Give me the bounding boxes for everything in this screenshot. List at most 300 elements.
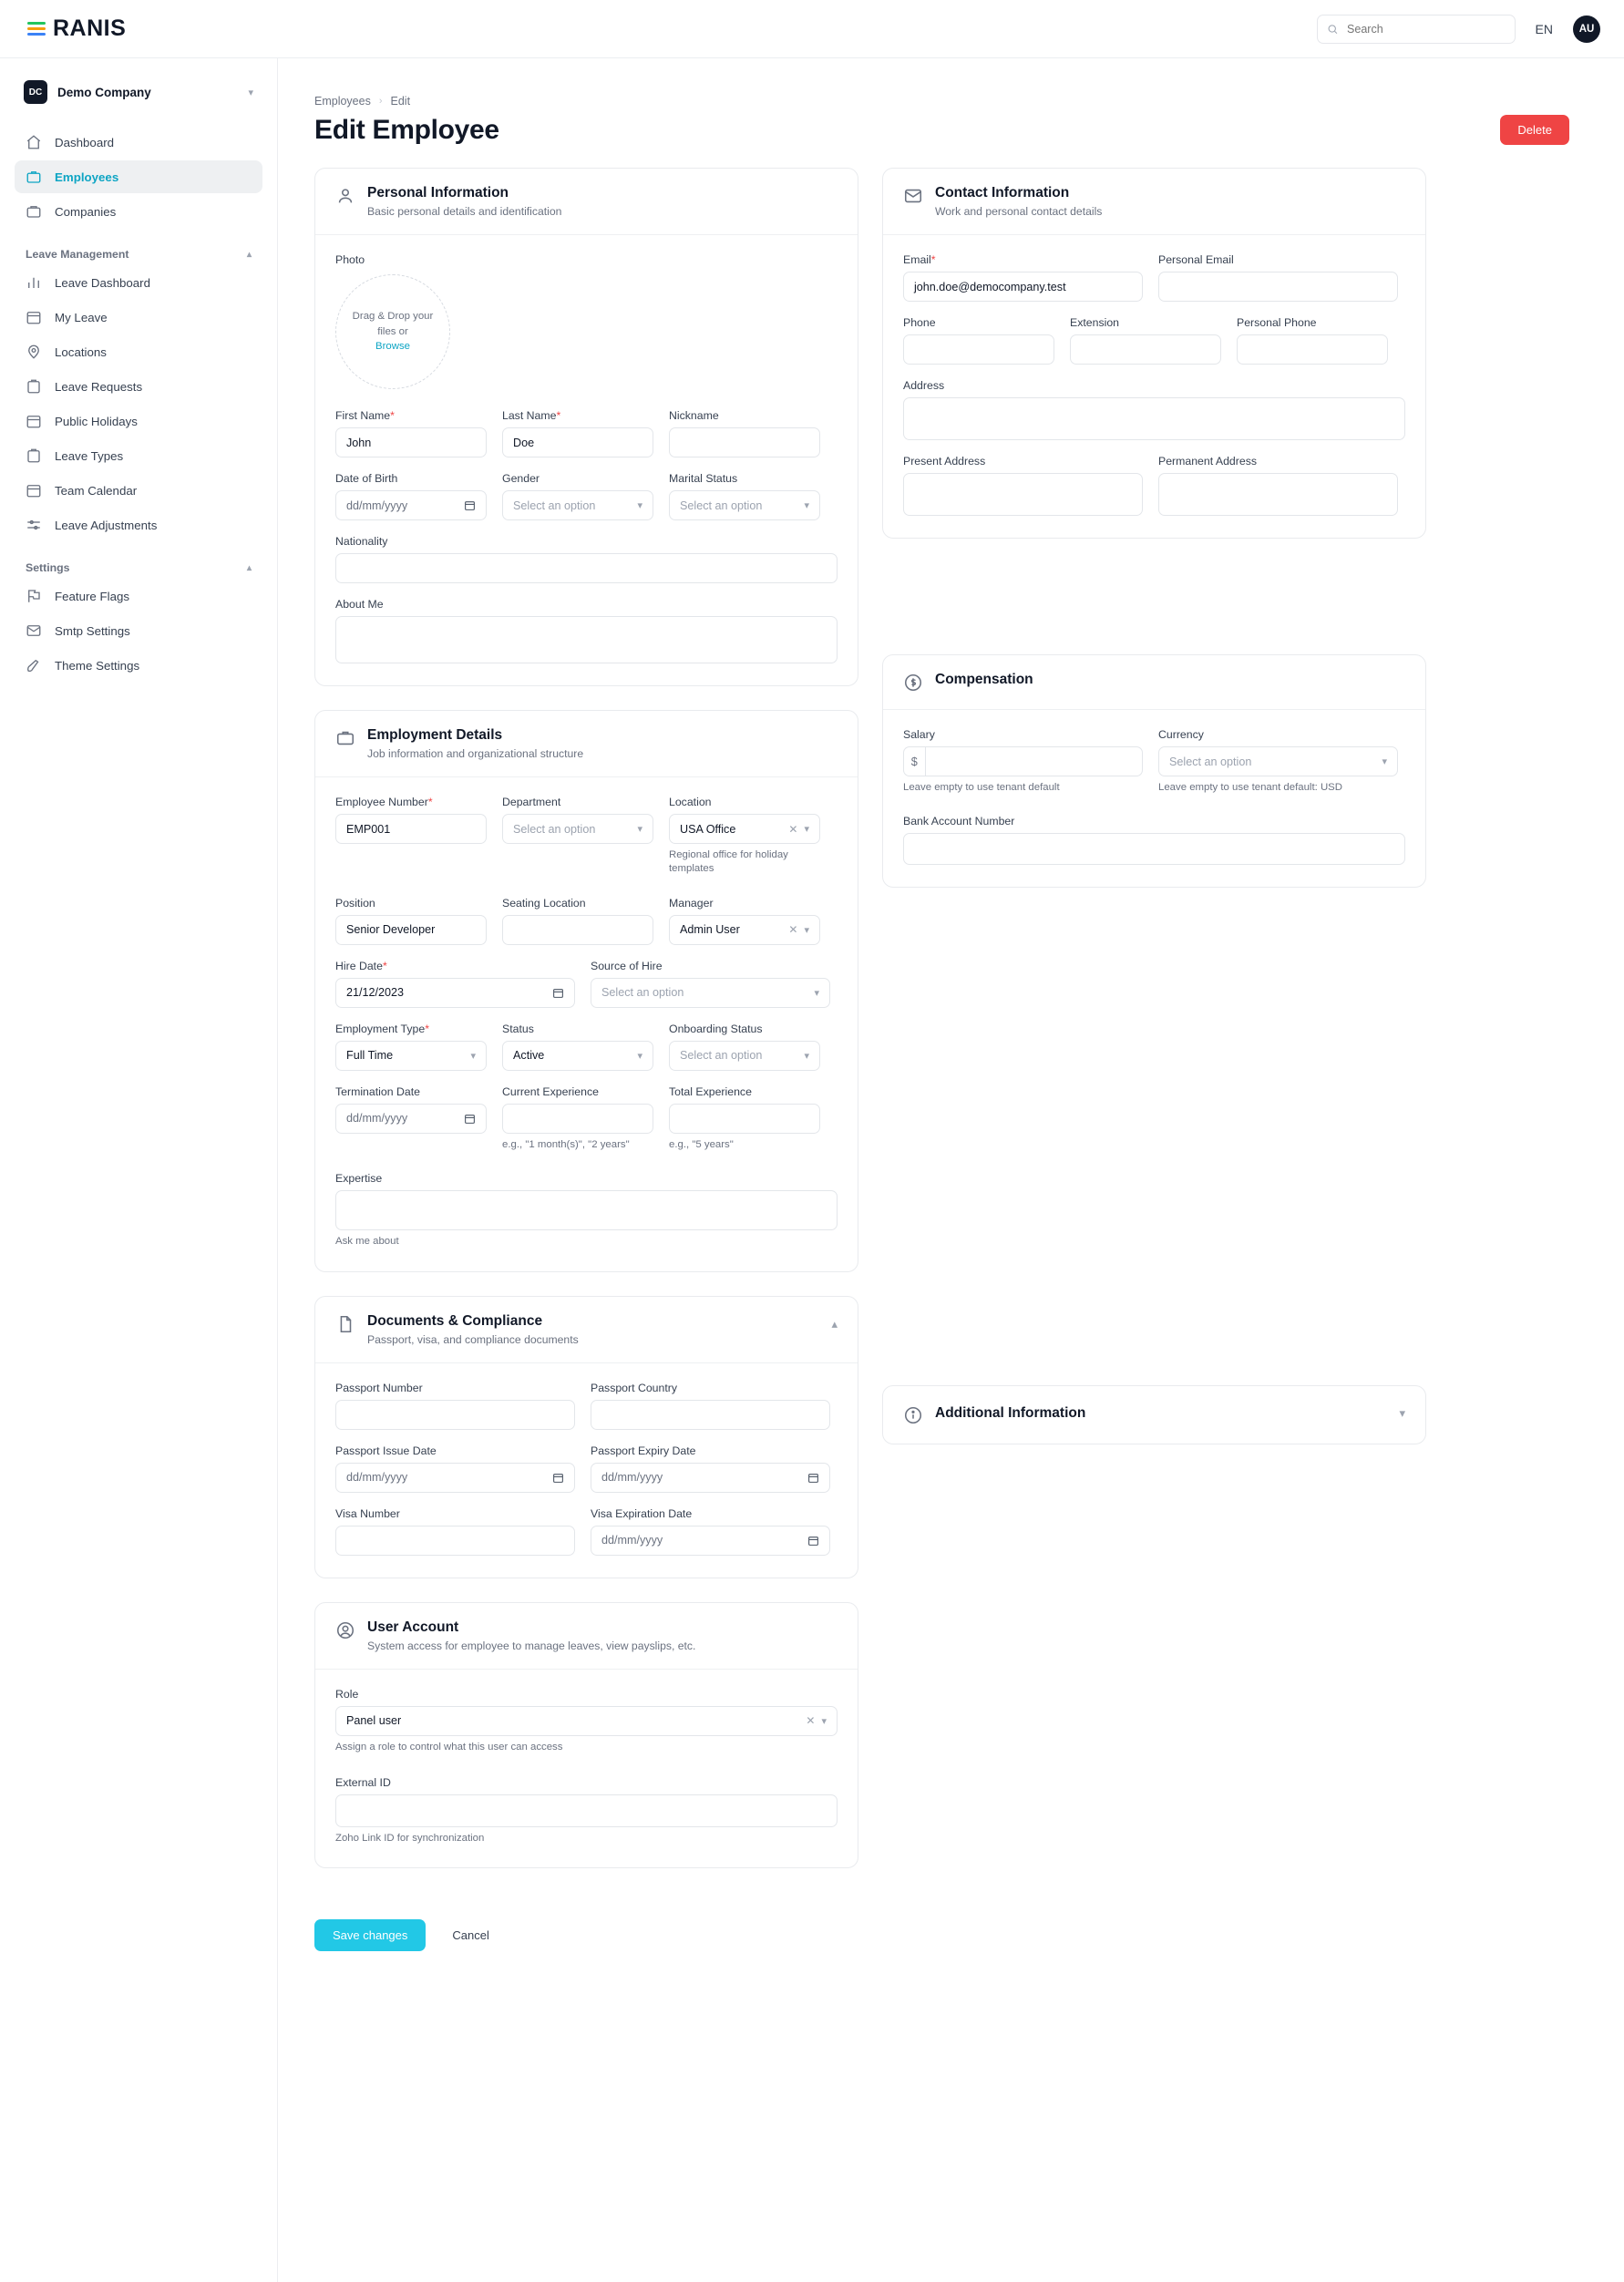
visa-expiration-date-value: dd/mm/yyyy xyxy=(601,1534,663,1547)
expertise-row xyxy=(335,1172,838,1249)
passport-country-field xyxy=(591,1382,830,1430)
currency-value: Select an option xyxy=(1169,755,1252,768)
department-select[interactable] xyxy=(502,814,653,844)
chevron-right-icon: › xyxy=(378,96,383,107)
card-body xyxy=(883,710,1425,887)
visa-number-label: Visa Number xyxy=(335,1506,400,1520)
required-mark: * xyxy=(425,1022,429,1035)
card-header xyxy=(315,1603,858,1670)
sidebar-item-leave-types[interactable] xyxy=(15,439,262,472)
required-mark: * xyxy=(382,959,387,972)
calendar-icon xyxy=(26,309,42,325)
manager-label: Manager xyxy=(669,896,714,910)
termination-date-field xyxy=(335,1085,487,1152)
hire-date-label xyxy=(335,960,575,972)
sidebar-item-leave-adjustments[interactable] xyxy=(15,509,262,541)
passport-issue-date-field xyxy=(335,1444,575,1493)
department-value: Select an option xyxy=(513,822,596,836)
last-name-label xyxy=(502,409,653,422)
manager-field xyxy=(669,897,820,945)
personal-phone-input[interactable] xyxy=(1237,334,1388,365)
chevron-down-icon: ▾ xyxy=(637,824,642,835)
status-value: Active xyxy=(513,1049,545,1063)
calendar-icon[interactable] xyxy=(464,499,476,511)
sidebar-item-theme-settings[interactable] xyxy=(15,649,262,682)
dropzone-text: Drag & Drop your files or xyxy=(352,311,434,337)
extension-label: Extension xyxy=(1070,316,1120,329)
sidebar-item-label: Dashboard xyxy=(55,135,115,149)
email-row xyxy=(903,253,1405,302)
calendar-icon[interactable] xyxy=(464,1113,476,1125)
nationality-field xyxy=(335,535,838,583)
logo-icon xyxy=(27,22,46,36)
sidebar-item-label: Leave Adjustments xyxy=(55,518,158,532)
chevron-down-icon: ▾ xyxy=(637,1050,642,1062)
card-subtitle: Passport, visa, and compliance documents xyxy=(367,1332,579,1346)
browse-link[interactable]: Browse xyxy=(375,341,410,353)
chevron-down-icon: ▾ xyxy=(814,987,819,999)
gender-label: Gender xyxy=(502,472,540,485)
form-grid xyxy=(314,168,1569,1951)
termination-date-input[interactable] xyxy=(335,1104,487,1134)
extension-input[interactable] xyxy=(1070,334,1221,365)
label-text: First Name xyxy=(335,409,391,422)
sidebar-item-my-leave[interactable] xyxy=(15,301,262,334)
currency-prefix: $ xyxy=(903,746,925,776)
label-text: Last Name xyxy=(502,409,557,422)
employee-number-label xyxy=(335,796,487,808)
chevron-up-icon: ▴ xyxy=(246,562,252,573)
card-body xyxy=(315,1670,858,1868)
role-value: Panel user xyxy=(346,1714,402,1728)
phone-label: Phone xyxy=(903,316,936,329)
location-hint: Regional office for holiday templates xyxy=(669,849,788,875)
hire-date-value: 21/12/2023 xyxy=(346,986,405,1000)
sidebar-item-team-calendar[interactable] xyxy=(15,474,262,507)
passport-row xyxy=(335,1382,838,1430)
source-of-hire-select[interactable] xyxy=(591,978,830,1008)
passport-issue-date-value: dd/mm/yyyy xyxy=(346,1471,408,1485)
nationality-label: Nationality xyxy=(335,535,388,548)
mail-icon xyxy=(26,622,42,639)
required-mark: * xyxy=(390,409,395,422)
page-title: Edit Employee xyxy=(314,115,499,145)
marital-status-label: Marital Status xyxy=(669,472,738,485)
sidebar-item-companies[interactable] xyxy=(15,195,262,228)
card-header[interactable] xyxy=(315,1297,858,1363)
card-header xyxy=(315,169,858,235)
label-text: Hire Date xyxy=(335,959,383,972)
sidebar-section-leave-management[interactable] xyxy=(26,248,252,261)
role-row xyxy=(335,1688,838,1754)
personal-email-label: Personal Email xyxy=(1158,253,1234,266)
phone-input[interactable] xyxy=(903,334,1054,365)
email-label xyxy=(903,253,1143,266)
brush-icon xyxy=(26,657,42,673)
calendar-icon[interactable] xyxy=(807,1472,819,1484)
about-me-label: About Me xyxy=(335,598,384,611)
termination-date-label: Termination Date xyxy=(335,1084,420,1098)
position-label: Position xyxy=(335,896,375,910)
sidebar-item-label: Leave Dashboard xyxy=(55,275,150,290)
card-header xyxy=(883,655,1425,710)
sidebar-item-label: Theme Settings xyxy=(55,658,140,673)
status-select[interactable] xyxy=(502,1041,653,1071)
total-experience-hint: e.g., "5 years" xyxy=(669,1138,734,1150)
external-id-hint: Zoho Link ID for synchronization xyxy=(335,1832,485,1844)
clear-icon[interactable]: ✕ xyxy=(788,923,798,937)
chevron-down-icon: ▾ xyxy=(804,924,809,936)
permanent-address-field xyxy=(1158,455,1398,516)
contact-information-card xyxy=(882,168,1426,539)
sidebar-item-label: Companies xyxy=(55,204,117,219)
last-name-field xyxy=(502,409,653,457)
total-experience-input[interactable] xyxy=(669,1104,820,1134)
current-experience-hint: e.g., "1 month(s)", "2 years" xyxy=(502,1138,630,1150)
address-field xyxy=(903,379,1405,440)
expertise-field xyxy=(335,1172,838,1249)
phone-row xyxy=(903,316,1405,365)
visa-number-input[interactable] xyxy=(335,1526,575,1556)
pin-icon xyxy=(26,344,42,360)
current-experience-input[interactable] xyxy=(502,1104,653,1134)
photo-dropzone[interactable] xyxy=(335,274,450,389)
card-header[interactable] xyxy=(883,1386,1425,1444)
search-input[interactable] xyxy=(1345,22,1506,36)
card-subtitle: Basic personal details and identification xyxy=(367,205,562,218)
mail-icon xyxy=(903,186,923,206)
info-icon xyxy=(903,1405,923,1425)
dob-input[interactable] xyxy=(335,490,487,520)
expertise-textarea[interactable] xyxy=(335,1190,838,1230)
sidebar-item-locations[interactable] xyxy=(15,335,262,368)
save-changes-button[interactable]: Save changes xyxy=(314,1919,426,1951)
label-text: Employment Type xyxy=(335,1022,426,1035)
right-column xyxy=(882,168,1426,1444)
documents-compliance-card xyxy=(314,1296,858,1578)
chart-icon xyxy=(26,274,42,291)
external-id-label: External ID xyxy=(335,1775,391,1789)
calendar-icon xyxy=(26,482,42,499)
bank-account-field xyxy=(903,815,1405,865)
email-input[interactable]: john.doe@democompany.test xyxy=(903,272,1143,302)
breadcrumb-item-employees[interactable]: Employees xyxy=(314,95,371,108)
first-name-label xyxy=(335,409,487,422)
dob-row xyxy=(335,472,838,520)
employment-details-card xyxy=(314,710,858,1272)
source-of-hire-field xyxy=(591,960,830,1008)
personal-email-field xyxy=(1158,253,1398,302)
card-header xyxy=(315,711,858,777)
present-address-field xyxy=(903,455,1143,516)
location-value: USA Office xyxy=(680,822,736,836)
card-title: Compensation xyxy=(935,672,1033,687)
employment-type-value: Full Time xyxy=(346,1049,394,1063)
currency-field xyxy=(1158,728,1398,795)
marital-status-field xyxy=(669,472,820,520)
dollar-icon xyxy=(903,673,923,693)
sidebar-section-settings[interactable] xyxy=(26,561,252,574)
sidebar-item-label: Feature Flags xyxy=(55,589,130,603)
search-icon xyxy=(1327,23,1339,36)
role-field xyxy=(335,1688,838,1754)
sidebar-item-label: Smtp Settings xyxy=(55,623,130,638)
passport-expiry-date-input[interactable] xyxy=(591,1463,830,1493)
sidebar-item-label: Public Holidays xyxy=(55,414,138,428)
home-icon xyxy=(26,134,42,150)
visa-expiration-date-label: Visa Expiration Date xyxy=(591,1506,693,1520)
department-field xyxy=(502,796,653,877)
currency-hint: Leave empty to use tenant default: USD xyxy=(1158,782,1342,793)
required-mark: * xyxy=(427,796,433,808)
user-icon xyxy=(335,186,355,206)
passport-expiry-date-value: dd/mm/yyyy xyxy=(601,1471,663,1485)
sidebar-item-employees[interactable] xyxy=(15,160,262,193)
document-icon xyxy=(335,1314,355,1334)
onboarding-status-select[interactable] xyxy=(669,1041,820,1071)
briefcase-icon xyxy=(335,728,355,748)
last-name-input[interactable]: Doe xyxy=(502,427,653,457)
employment-type-select[interactable] xyxy=(335,1041,487,1071)
status-label: Status xyxy=(502,1022,534,1035)
calendar-icon[interactable] xyxy=(807,1535,819,1547)
sidebar-section-label: Settings xyxy=(26,561,70,574)
employment-type-field xyxy=(335,1023,487,1071)
card-header xyxy=(883,169,1425,235)
calendar-icon xyxy=(26,413,42,429)
card-body xyxy=(883,235,1425,538)
passport-issue-date-label: Passport Issue Date xyxy=(335,1444,437,1457)
card-title: User Account xyxy=(367,1619,459,1635)
permanent-address-textarea[interactable] xyxy=(1158,473,1398,516)
nationality-row xyxy=(335,535,838,583)
gender-select[interactable] xyxy=(502,490,653,520)
passport-dates-row xyxy=(335,1444,838,1493)
required-mark: * xyxy=(556,409,561,422)
hire-date-row xyxy=(335,960,838,1008)
salary-field xyxy=(903,728,1143,795)
hire-date-input[interactable] xyxy=(335,978,575,1008)
clear-icon[interactable]: ✕ xyxy=(788,822,798,836)
external-id-field xyxy=(335,1776,838,1845)
sidebar-item-feature-flags[interactable] xyxy=(15,580,262,612)
personal-phone-label: Personal Phone xyxy=(1237,316,1317,329)
total-experience-field xyxy=(669,1085,820,1152)
sidebar-item-leave-dashboard[interactable] xyxy=(15,266,262,299)
label-text: Employee Number xyxy=(335,796,428,808)
photo-label: Photo xyxy=(335,253,365,266)
card-body xyxy=(315,777,858,1271)
chevron-down-icon: ▾ xyxy=(804,500,809,511)
total-experience-label: Total Experience xyxy=(669,1084,752,1098)
hire-date-field xyxy=(335,960,575,1008)
passport-country-label: Passport Country xyxy=(591,1381,678,1394)
nationality-input[interactable] xyxy=(335,553,838,583)
breadcrumb-item-edit: Edit xyxy=(390,95,411,108)
visa-expiration-date-input[interactable] xyxy=(591,1526,830,1556)
position-row xyxy=(335,897,838,945)
external-id-input[interactable] xyxy=(335,1794,838,1827)
page-header xyxy=(314,115,1569,146)
expertise-hint: Ask me about xyxy=(335,1236,399,1248)
personal-information-card xyxy=(314,168,858,686)
experience-row xyxy=(335,1085,838,1152)
required-mark: * xyxy=(930,253,936,266)
sidebar-item-dashboard[interactable] xyxy=(15,126,262,159)
bank-account-label: Bank Account Number xyxy=(903,815,1015,828)
seating-location-label: Seating Location xyxy=(502,896,586,910)
first-name-input[interactable]: John xyxy=(335,427,487,457)
card-title: Additional Information xyxy=(935,1405,1086,1422)
location-select[interactable] xyxy=(669,814,820,844)
passport-issue-date-input[interactable] xyxy=(335,1463,575,1493)
status-field xyxy=(502,1023,653,1071)
position-field xyxy=(335,897,487,945)
chevron-up-icon[interactable]: ▴ xyxy=(831,1316,838,1331)
gender-field xyxy=(502,472,653,520)
building-icon xyxy=(26,203,42,220)
clear-icon[interactable]: ✕ xyxy=(806,1714,816,1728)
personal-email-input[interactable] xyxy=(1158,272,1398,302)
role-select[interactable] xyxy=(335,1706,838,1736)
clipboard-icon xyxy=(26,378,42,395)
address-textarea[interactable] xyxy=(903,397,1405,440)
avatar[interactable]: AU xyxy=(1573,15,1600,43)
permanent-address-label: Permanent Address xyxy=(1158,455,1257,468)
additional-information-card[interactable] xyxy=(882,1385,1426,1444)
salary-input[interactable] xyxy=(925,746,1143,776)
top-bar xyxy=(0,0,1624,58)
brand-name: RANIS xyxy=(53,15,127,41)
marital-status-select[interactable] xyxy=(669,490,820,520)
seating-location-input[interactable] xyxy=(502,915,653,945)
nickname-input[interactable] xyxy=(669,427,820,457)
employment-type-label xyxy=(335,1023,487,1035)
card-title: Personal Information xyxy=(367,185,509,200)
left-column xyxy=(314,168,858,1951)
about-row xyxy=(335,598,838,663)
select-controls xyxy=(788,823,809,836)
main-content xyxy=(278,58,1624,2006)
flag-icon xyxy=(26,588,42,604)
role-label: Role xyxy=(335,1687,359,1701)
name-row xyxy=(335,409,838,457)
sidebar xyxy=(0,58,278,2282)
chevron-down-icon: ▾ xyxy=(804,1050,809,1062)
current-experience-label: Current Experience xyxy=(502,1084,599,1098)
current-experience-field xyxy=(502,1085,653,1152)
currency-label: Currency xyxy=(1158,728,1204,741)
onboarding-status-label: Onboarding Status xyxy=(669,1022,763,1035)
brand[interactable] xyxy=(0,15,278,42)
external-id-row xyxy=(335,1776,838,1845)
dob-label: Date of Birth xyxy=(335,472,398,485)
employment-type-row xyxy=(335,1023,838,1071)
company-switcher[interactable] xyxy=(15,73,262,111)
extension-field xyxy=(1070,316,1221,365)
chevron-down-icon: ▾ xyxy=(1382,756,1387,767)
addresses-row xyxy=(903,455,1405,516)
location-label: Location xyxy=(669,796,712,808)
passport-country-input[interactable] xyxy=(591,1400,830,1430)
visa-number-field xyxy=(335,1507,575,1556)
user-circle-icon xyxy=(335,1620,355,1640)
termination-date-value: dd/mm/yyyy xyxy=(346,1112,408,1126)
visa-row xyxy=(335,1507,838,1556)
chevron-down-icon: ▾ xyxy=(804,824,809,835)
salary-input-group xyxy=(903,746,1143,776)
chevron-down-icon[interactable]: ▾ xyxy=(1399,1406,1405,1421)
position-input[interactable]: Senior Developer xyxy=(335,915,487,945)
employee-number-input[interactable]: EMP001 xyxy=(335,814,487,844)
source-of-hire-label: Source of Hire xyxy=(591,959,663,972)
calendar-icon[interactable] xyxy=(552,987,564,999)
select-controls xyxy=(806,1714,827,1727)
department-label: Department xyxy=(502,796,561,808)
employee-number-field xyxy=(335,796,487,877)
seating-location-field xyxy=(502,897,653,945)
chevron-down-icon: ▾ xyxy=(821,1715,827,1727)
delete-button[interactable]: Delete xyxy=(1500,115,1569,145)
chevron-down-icon: ▾ xyxy=(637,500,642,511)
salary-label: Salary xyxy=(903,728,935,741)
onboarding-status-value: Select an option xyxy=(680,1049,763,1063)
address-row xyxy=(903,379,1405,440)
manager-select[interactable] xyxy=(669,915,820,945)
form-actions xyxy=(314,1919,858,1951)
passport-number-input[interactable] xyxy=(335,1400,575,1430)
sidebar-item-smtp-settings[interactable] xyxy=(15,614,262,647)
email-field xyxy=(903,253,1143,302)
sidebar-item-leave-requests[interactable] xyxy=(15,370,262,403)
user-account-card xyxy=(314,1602,858,1869)
cancel-button[interactable]: Cancel xyxy=(441,1919,499,1951)
nickname-label: Nickname xyxy=(669,409,719,422)
card-subtitle: System access for employee to manage leaves, view payslips, etc. xyxy=(367,1639,696,1652)
card-body xyxy=(315,1363,858,1578)
first-name-field xyxy=(335,409,487,457)
search-box[interactable] xyxy=(1317,15,1516,44)
bank-account-input[interactable] xyxy=(903,833,1405,865)
card-subtitle: Work and personal contact details xyxy=(935,205,1103,218)
compensation-row xyxy=(903,728,1405,795)
address-label: Address xyxy=(903,379,945,392)
language-selector[interactable]: EN xyxy=(1535,21,1553,36)
chevron-up-icon: ▴ xyxy=(246,249,252,260)
sidebar-item-label: Team Calendar xyxy=(55,483,138,498)
dob-field xyxy=(335,472,487,520)
present-address-textarea[interactable] xyxy=(903,473,1143,516)
chevron-down-icon: ▾ xyxy=(248,87,253,98)
manager-value: Admin User xyxy=(680,923,740,937)
passport-expiry-date-label: Passport Expiry Date xyxy=(591,1444,696,1457)
passport-number-field xyxy=(335,1382,575,1430)
currency-select[interactable] xyxy=(1158,746,1398,776)
onboarding-status-field xyxy=(669,1023,820,1071)
sidebar-item-label: Employees xyxy=(55,170,119,184)
sliders-icon xyxy=(26,517,42,533)
company-name: Demo Company xyxy=(57,85,151,99)
sidebar-item-label: My Leave xyxy=(55,310,108,324)
about-me-textarea[interactable] xyxy=(335,616,838,663)
sidebar-item-public-holidays[interactable] xyxy=(15,405,262,437)
calendar-icon[interactable] xyxy=(552,1472,564,1484)
location-field xyxy=(669,796,820,877)
card-title: Employment Details xyxy=(367,727,503,743)
expertise-label: Expertise xyxy=(335,1172,383,1186)
select-controls xyxy=(788,923,809,936)
breadcrumb xyxy=(314,95,1569,108)
